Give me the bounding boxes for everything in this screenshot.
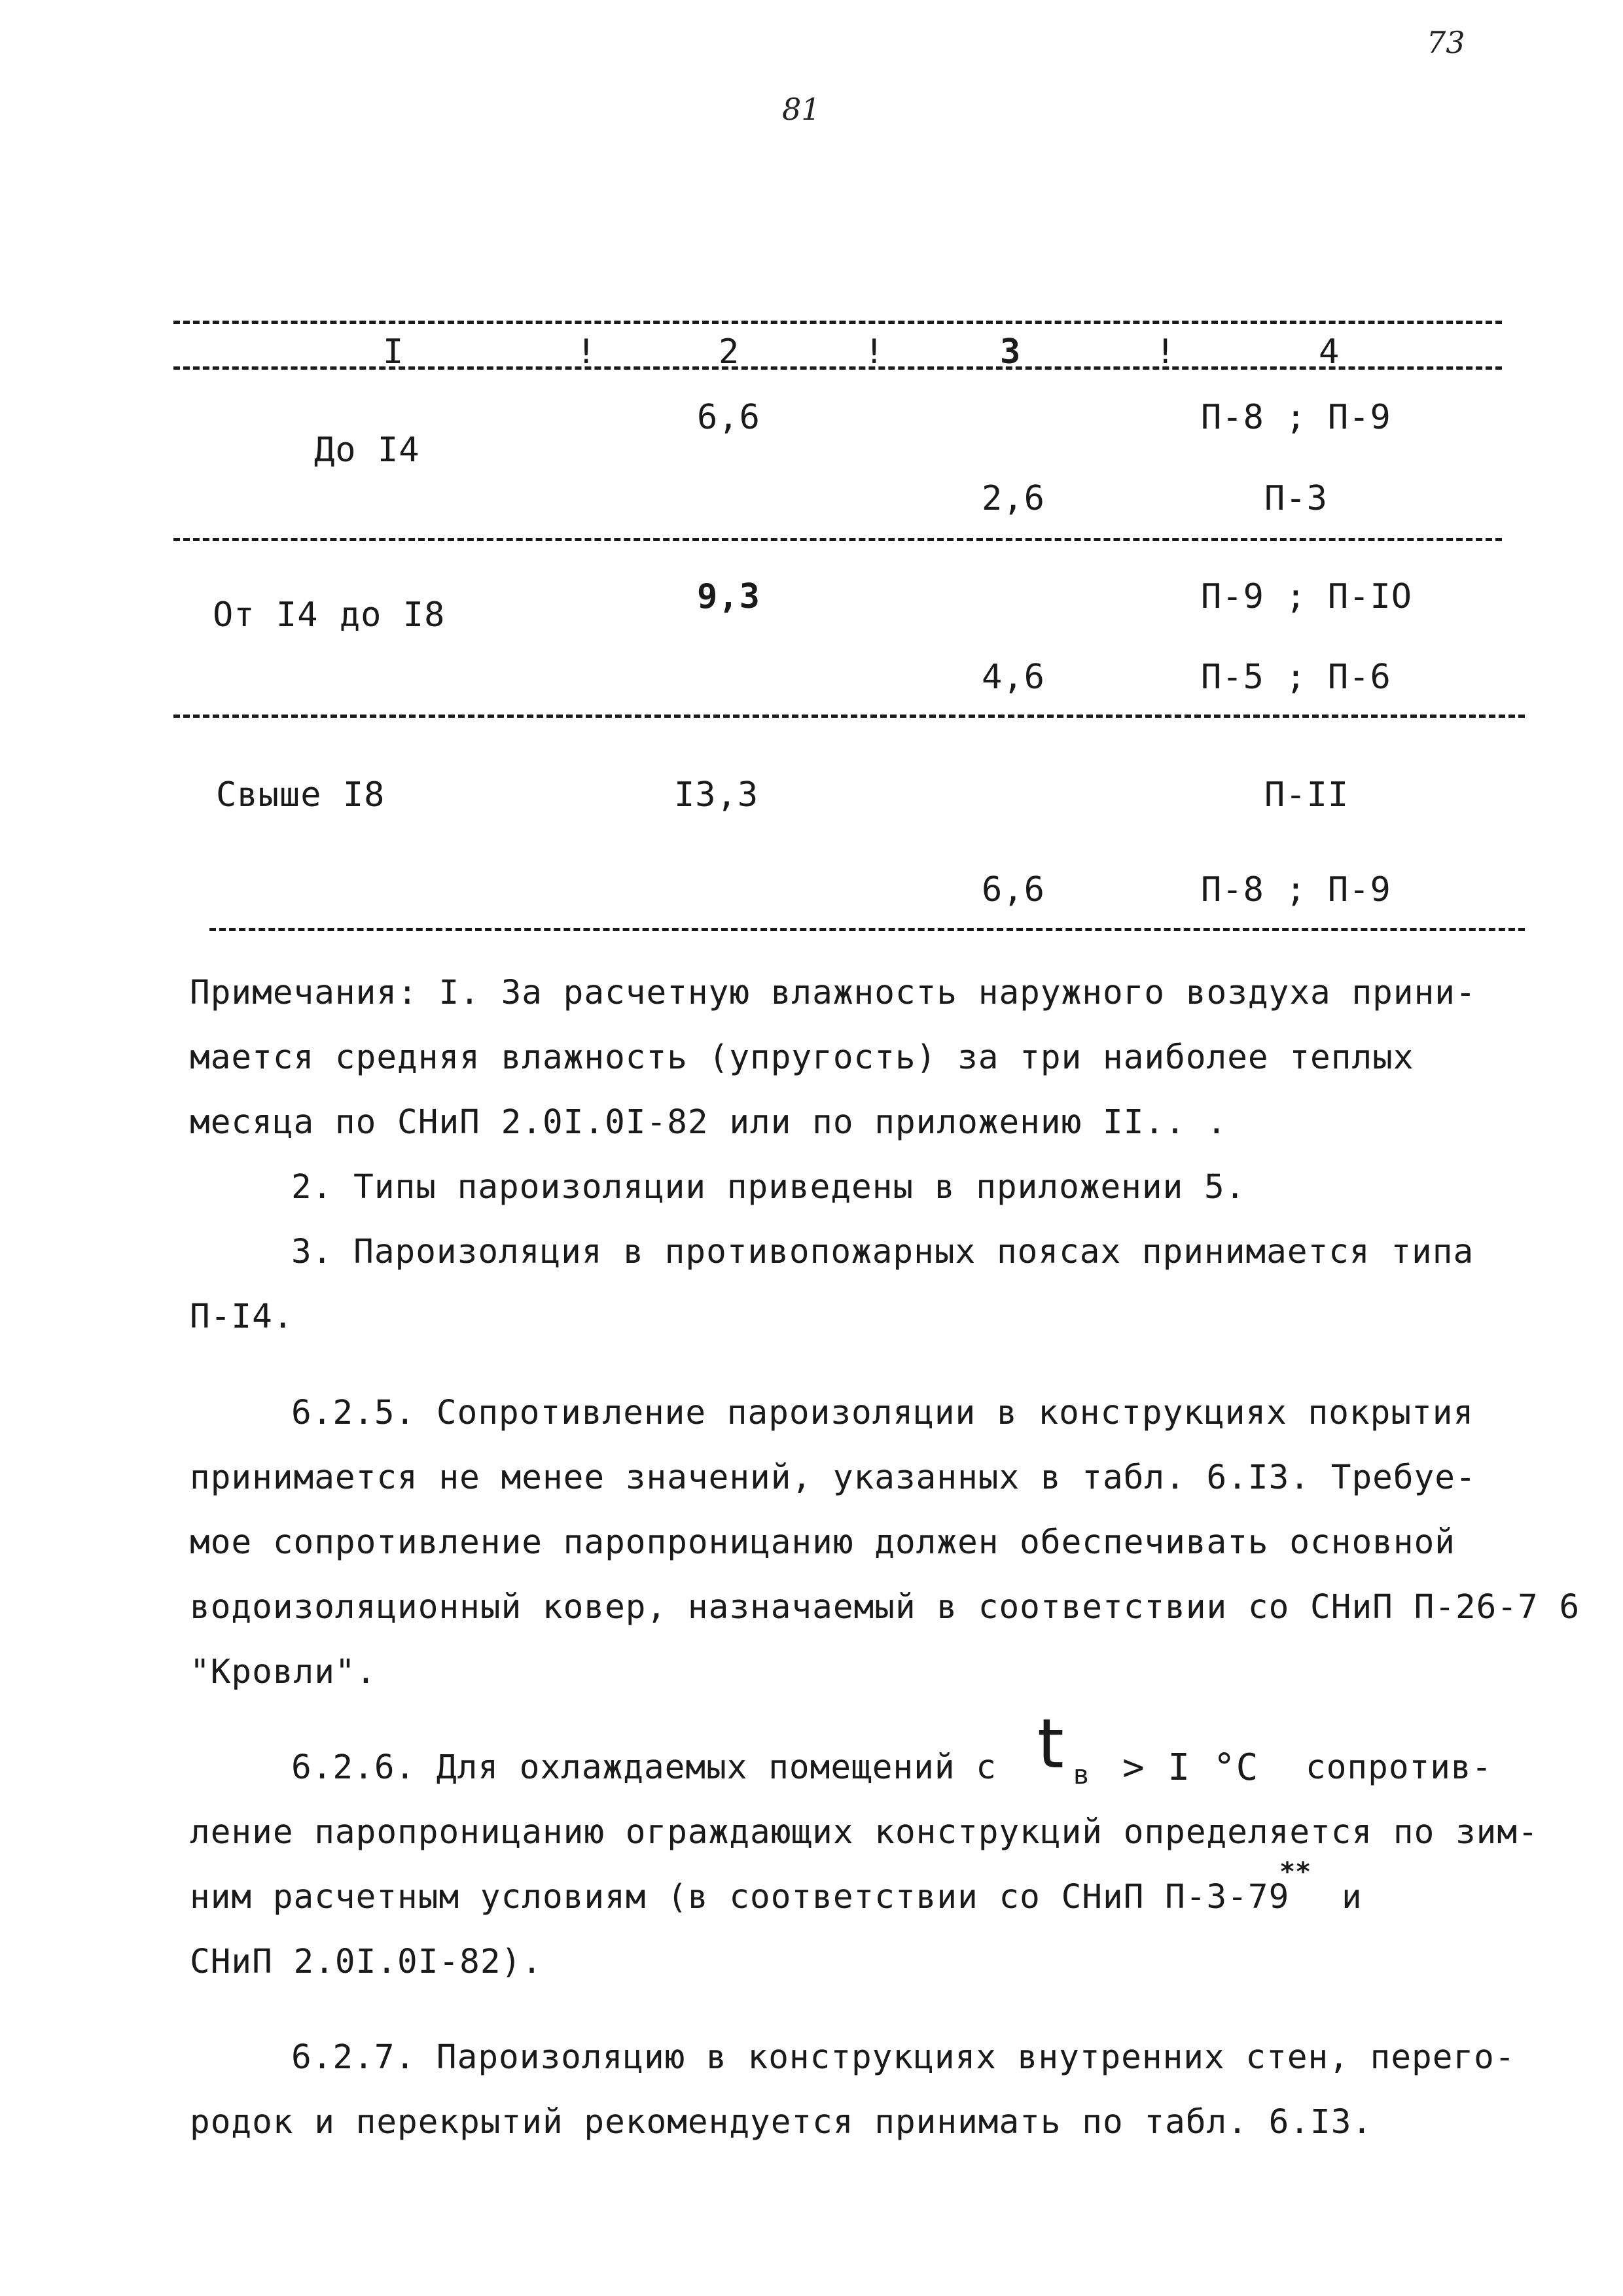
header-col-4: 4 bbox=[1319, 332, 1340, 372]
paragraph-line: сопротив- bbox=[1306, 1748, 1493, 1787]
group-label: От I4 до I8 bbox=[213, 595, 446, 635]
table-cell: 9,3 bbox=[697, 577, 760, 616]
group-label: Свыше I8 bbox=[216, 775, 385, 815]
paragraph-line: 6.2.7. Пароизоляцию в конструкциях внутренних стен, перего- bbox=[291, 2038, 1516, 2077]
group-rule bbox=[173, 538, 1502, 541]
note-3-line: 3. Пароизоляция в противопожарных поясах принимается типа bbox=[291, 1233, 1474, 1271]
paragraph-line: водоизоляционный ковер, назначаемый в соответствии со СНиП П-26-7 6 bbox=[190, 1588, 1580, 1627]
table-cell: П-8 ; П-9 bbox=[1201, 398, 1391, 437]
paragraph-line: "Кровли". bbox=[190, 1653, 377, 1691]
temperature-symbol: t bbox=[1037, 1704, 1064, 1784]
note-2: 2. Типы пароизоляции приведены в приложении 5. bbox=[291, 1168, 1246, 1207]
note-1-line: мается средняя влажность (упругость) за три наиболее теплых bbox=[190, 1038, 1414, 1077]
paragraph-line: 6.2.6. Для охлаждаемых помещений с bbox=[291, 1748, 997, 1787]
paragraph-line: СНиП 2.0I.0I-82). bbox=[190, 1943, 543, 1981]
note-1-line: месяца по СНиП 2.0I.0I-82 или по приложению II.. . bbox=[190, 1103, 1228, 1142]
paragraph-line: мое сопротивление паропроницанию должен обеспечивать основной bbox=[190, 1523, 1455, 1562]
corner-page-number: 73 bbox=[1427, 25, 1465, 60]
paragraph-line: принимается не менее значений, указанных в табл. 6.I3. Требуе- bbox=[190, 1458, 1476, 1497]
paragraph-line: 6.2.5. Сопротивление пароизоляции в конструкциях покрытия bbox=[291, 1394, 1474, 1432]
header-col-3: 3 bbox=[1000, 332, 1022, 372]
paragraph-line: ление паропроницанию ограждающих конструкций определяется по зим- bbox=[190, 1813, 1539, 1852]
paragraph-line: родок и перекрытий рекомендуется принимать по табл. 6.I3. bbox=[190, 2103, 1373, 2142]
table-cell: I3,3 bbox=[674, 775, 759, 815]
temperature-condition: > I °С bbox=[1122, 1746, 1259, 1789]
note-3-line: П-I4. bbox=[190, 1298, 294, 1336]
header-col-1: I bbox=[383, 332, 404, 372]
group-rule bbox=[173, 715, 1525, 718]
header-separator-1: ! bbox=[576, 332, 597, 372]
table-cell: П-8 ; П-9 bbox=[1201, 870, 1391, 910]
center-page-number: 81 bbox=[782, 92, 821, 127]
table-cell: 2,6 bbox=[982, 479, 1045, 518]
group-label: До I4 bbox=[314, 431, 420, 470]
superscript-marks: ** bbox=[1279, 1857, 1311, 1887]
table-cell: 6,6 bbox=[697, 398, 760, 437]
table-rule-top bbox=[173, 321, 1502, 324]
note-1-line: Примечания: I. За расчетную влажность наружного воздуха прини- bbox=[190, 974, 1476, 1012]
table-cell: П-9 ; П-IO bbox=[1201, 577, 1413, 616]
temperature-subscript: в bbox=[1073, 1760, 1089, 1790]
table-cell: П-3 bbox=[1264, 479, 1328, 518]
table-cell: 6,6 bbox=[982, 870, 1045, 910]
header-separator-2: ! bbox=[864, 332, 885, 372]
header-separator-3: ! bbox=[1155, 332, 1177, 372]
header-col-2: 2 bbox=[719, 332, 740, 372]
paragraph-line: и bbox=[1342, 1878, 1363, 1916]
header-rule bbox=[173, 366, 1502, 370]
table-cell: П-II bbox=[1264, 775, 1349, 815]
table-rule-bottom bbox=[209, 928, 1525, 931]
table-cell: П-5 ; П-6 bbox=[1201, 658, 1391, 697]
paragraph-line: ним расчетным условиям (в соответствии со СНиП П-3-79 bbox=[190, 1878, 1290, 1916]
table-cell: 4,6 bbox=[982, 658, 1045, 697]
